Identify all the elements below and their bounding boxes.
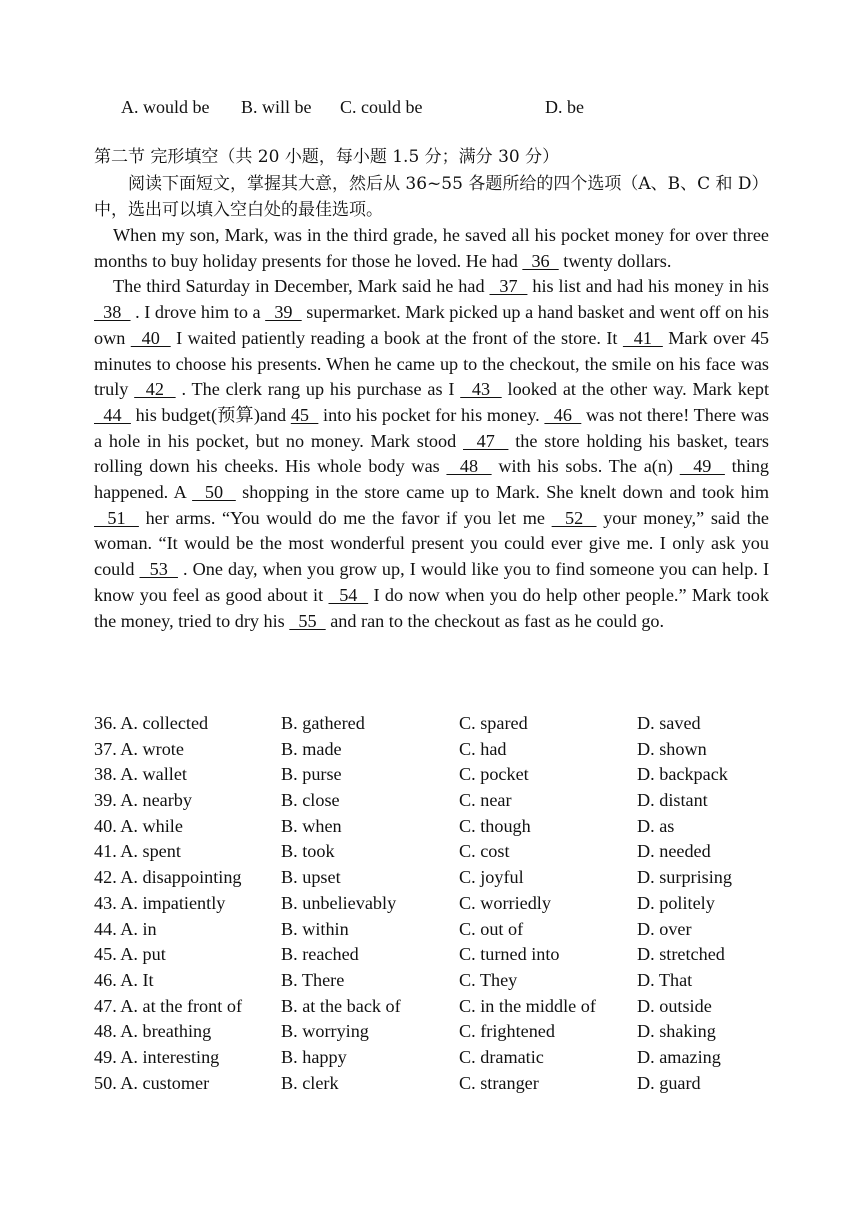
cloze-blank: 37	[489, 276, 528, 297]
cloze-blank: 53	[139, 559, 178, 580]
option-choice: B. reached	[281, 944, 359, 965]
passage-text: . One day, when you grow up, I would like you to find someone you can help. I know you feel as good about it	[94, 559, 769, 605]
cloze-passage	[94, 223, 769, 634]
option-choice: 42. A. disappointing	[94, 867, 242, 888]
option-choice: B. gathered	[281, 713, 365, 733]
passage-text: his list and had his money in his	[527, 276, 769, 297]
option-row	[94, 865, 774, 891]
option-row	[94, 891, 774, 917]
passage-text: shopping in the store came up to Mark. She knelt down and took him	[235, 482, 770, 503]
option-choice: C. stranger	[459, 1072, 539, 1093]
cloze-blank: 42	[134, 379, 176, 400]
passage-text: his budget(预算)and	[130, 404, 291, 425]
option-choice: C. near	[459, 790, 512, 811]
option-row	[94, 711, 774, 737]
option-choice: B. made	[281, 738, 342, 759]
cloze-blank: 48	[446, 456, 492, 477]
option-choice: B. took	[281, 841, 335, 862]
option-choice: D. backpack	[637, 764, 728, 785]
cloze-blank: 50	[192, 482, 236, 503]
option-choice: 38. A. wallet	[94, 764, 187, 785]
cloze-blank: 47	[463, 430, 509, 451]
cloze-blank: 46	[544, 404, 582, 425]
cloze-blank: 52	[551, 507, 597, 528]
option-row	[94, 762, 774, 788]
option-choice: C. They	[459, 969, 518, 990]
option-choice: D. guard	[637, 1072, 701, 1093]
option-choice: D. shown	[637, 738, 707, 759]
option-choice: C. worriedly	[459, 892, 551, 913]
option-choice: 47. A. at the front of	[94, 995, 242, 1016]
passage-text: twenty dollars.	[558, 250, 672, 271]
cloze-blank: 45	[290, 404, 319, 425]
option-choice: B. clerk	[281, 1072, 339, 1093]
option-choice: B. unbelievably	[281, 892, 397, 913]
passage-text: The third Saturday in December, Mark said he had	[113, 276, 490, 297]
option-choice: 46. A. It	[94, 969, 154, 990]
option-row	[94, 737, 774, 763]
option-choice: C. turned into	[459, 944, 560, 965]
option-row	[94, 1071, 774, 1097]
cloze-blank: 36	[522, 250, 559, 271]
option-row	[94, 1019, 774, 1045]
option-row	[94, 917, 774, 943]
passage-text: . The clerk rang up his purchase as I	[175, 379, 461, 400]
cloze-blank: 51	[94, 507, 139, 528]
option-choice: D. surprising	[637, 867, 732, 888]
option-row	[94, 1045, 774, 1071]
option-row	[94, 839, 774, 865]
option-row	[94, 942, 774, 968]
cloze-blank: 55	[289, 610, 326, 631]
option-choice: C. pocket	[459, 764, 529, 785]
option-choice: D. over	[637, 918, 692, 939]
option-choice: D. shaking	[637, 1021, 716, 1042]
passage-text: and ran to the checkout as fast as he could go.	[325, 610, 665, 631]
option-choice: 49. A. interesting	[94, 1046, 220, 1067]
option-choice: B. worrying	[281, 1021, 369, 1042]
passage-text: was not there! There was a hole in his pocket, but no money. Mark stood	[94, 404, 769, 451]
option-choice: D. politely	[637, 892, 715, 913]
section-instructions: 阅读下面短文，掌握其大意，然后从 36~55 各题所给的四个选项（A、B、C 和 D）中，选出可以填入空白处的最佳选项。	[94, 174, 769, 220]
option-choice: D. amazing	[637, 1046, 721, 1067]
paragraph-2	[94, 274, 769, 634]
passage-text: I waited patiently reading a book at the front of the store. It	[170, 327, 623, 348]
option-choice: D. stretched	[637, 944, 725, 965]
option-choice: 43. A. impatiently	[94, 892, 226, 913]
section-title: 第二节 完形填空（共 20 小题，每小题 1.5 分；满分 30 分）	[94, 147, 560, 167]
option-choice: D. distant	[637, 790, 708, 811]
option-choice: 40. A. while	[94, 815, 183, 836]
cloze-blank: 44	[94, 404, 131, 425]
option-choice: 45. A. put	[94, 944, 166, 965]
cloze-blank: 38	[94, 302, 131, 323]
passage-text: Mark over 45 minutes to choose his presents. When he came up to the checkout, the smile on his face was truly	[94, 327, 770, 400]
previous-question-options	[121, 95, 584, 119]
passage-text: her arms. “You would do me the favor if you let me	[138, 507, 552, 528]
option-choice: D. saved	[637, 713, 701, 733]
option-choice: B. close	[281, 790, 340, 811]
option-choice: C. in the middle of	[459, 995, 596, 1016]
option-row	[94, 788, 774, 814]
option-choice: 50. A. customer	[94, 1072, 210, 1093]
cloze-blank: 39	[265, 302, 302, 323]
option-choice: 36. A. collected	[94, 713, 209, 733]
option-choice: B. at the back of	[281, 995, 401, 1016]
option-choice: B. upset	[281, 867, 341, 888]
option-choice: B. happy	[281, 1046, 347, 1067]
option-choice: 41. A. spent	[94, 841, 181, 862]
option-row	[94, 814, 774, 840]
option-row	[94, 994, 774, 1020]
option-choice: C. spared	[459, 713, 528, 733]
passage-text: the store holding his basket, tears rolling down his cheeks. His whole body was	[94, 430, 770, 477]
option-choice: C. frightened	[459, 1021, 555, 1042]
option-choice: C. out of	[459, 918, 524, 939]
option-choice: B. There	[281, 969, 345, 990]
cloze-blank: 49	[679, 456, 725, 477]
option-c: C. could be	[340, 97, 423, 117]
option-choice: B. within	[281, 918, 349, 939]
passage-text: into his pocket for his money.	[318, 404, 545, 425]
option-choice: C. joyful	[459, 867, 524, 888]
option-d: D. be	[545, 97, 584, 117]
option-choice: B. when	[281, 815, 342, 836]
option-choice: B. purse	[281, 764, 342, 785]
option-choice: C. had	[459, 738, 507, 759]
option-choice: D. needed	[637, 841, 711, 862]
option-choice: 39. A. nearby	[94, 790, 192, 811]
passage-text: thing happened. A	[94, 456, 770, 503]
cloze-blank: 41	[622, 327, 663, 348]
passage-text: looked at the other way. Mark kept	[501, 379, 770, 400]
cloze-blank: 40	[130, 327, 171, 348]
option-b: B. will be	[241, 97, 312, 117]
passage-text: with his sobs. The a(n)	[491, 456, 680, 477]
passage-text: your money,” said the woman. “It would be the most wonderful present you could ever give me. I only ask you could	[94, 507, 770, 580]
option-a: A. would be	[121, 97, 210, 117]
option-choice: 44. A. in	[94, 918, 157, 939]
option-choice: C. though	[459, 815, 531, 836]
option-row	[94, 968, 774, 994]
cloze-blank: 43	[460, 379, 502, 400]
option-choice: C. dramatic	[459, 1046, 544, 1067]
passage-text: When my son, Mark, was in the third grade, he saved all his pocket money for over three months to buy holiday presents for those he loved. He had	[94, 225, 769, 271]
options-list	[94, 711, 774, 1096]
option-choice: D. That	[637, 969, 693, 990]
paragraph-1	[94, 223, 769, 274]
option-choice: D. outside	[637, 995, 712, 1016]
passage-text: supermarket. Mark picked up a hand basket and went off on his own	[94, 302, 769, 348]
option-choice: C. cost	[459, 841, 510, 862]
option-choice: D. as	[637, 815, 675, 836]
passage-text: . I drove him to a	[130, 302, 266, 323]
option-choice: 48. A. breathing	[94, 1021, 212, 1042]
option-choice: 37. A. wrote	[94, 738, 184, 759]
passage-text: I do now when you do help other people.” Mark took the money, tried to dry his	[94, 584, 769, 631]
cloze-blank: 54	[328, 584, 369, 605]
